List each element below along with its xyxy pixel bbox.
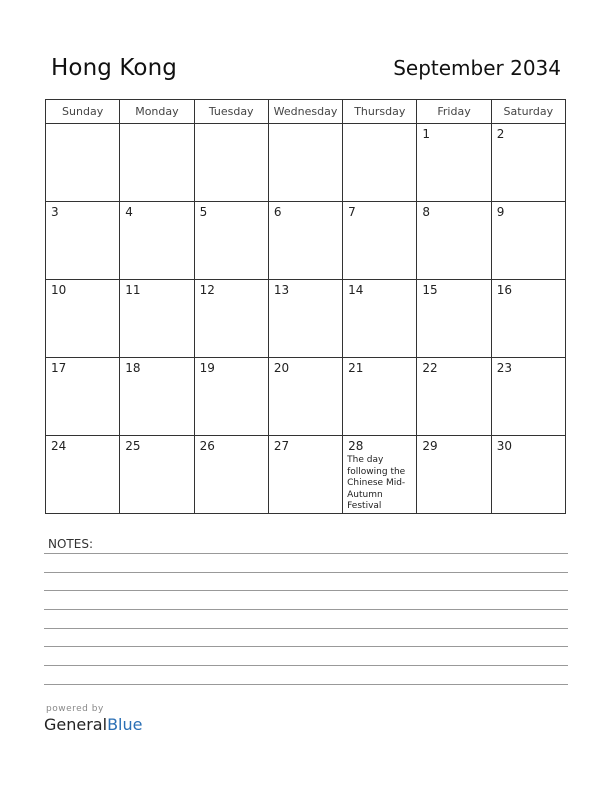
notes-line (44, 646, 568, 647)
day-number: 21 (348, 361, 364, 375)
day-number: 15 (422, 283, 438, 297)
day-cell (46, 202, 120, 280)
day-number: 10 (51, 283, 67, 297)
notes-line (44, 609, 568, 610)
weekday-header-row (46, 100, 566, 124)
day-number: 11 (125, 283, 141, 297)
day-cell (46, 358, 120, 436)
day-number: 3 (51, 205, 59, 219)
day-number: 2 (496, 127, 505, 141)
week-row (46, 124, 566, 202)
day-number: 16 (496, 283, 512, 297)
weekday-header: Monday (120, 100, 194, 124)
day-cell (417, 358, 491, 436)
day-cell (417, 436, 491, 514)
notes-line (44, 553, 568, 554)
day-number: 29 (422, 439, 438, 453)
week-row (46, 202, 566, 280)
day-cell (268, 358, 342, 436)
weekday-header: Wednesday (268, 100, 342, 124)
calendar-grid (45, 99, 566, 514)
day-cell (268, 436, 342, 514)
day-cell (491, 124, 565, 202)
day-number: 25 (125, 439, 141, 453)
day-cell (46, 280, 120, 358)
day-cell (120, 202, 194, 280)
week-row (46, 436, 566, 514)
day-cell (343, 280, 417, 358)
day-number: 14 (348, 283, 364, 297)
day-number: 28 (348, 439, 364, 453)
brand-logo (44, 715, 142, 734)
powered-by-text: powered by (46, 704, 104, 714)
day-cell (491, 358, 565, 436)
day-number: 17 (51, 361, 67, 375)
day-number: 8 (422, 205, 431, 219)
day-cell (343, 358, 417, 436)
day-number: 5 (199, 205, 208, 219)
weekday-header: Tuesday (194, 100, 268, 124)
day-cell (343, 202, 417, 280)
day-number: 24 (51, 439, 67, 453)
notes-line (44, 572, 568, 573)
day-number: 7 (348, 205, 356, 219)
notes-label: NOTES: (48, 537, 93, 551)
day-cell (120, 280, 194, 358)
brand-name-part2: Blue (107, 715, 143, 734)
day-cell (194, 358, 268, 436)
day-cell (120, 436, 194, 514)
week-row (46, 280, 566, 358)
day-cell (194, 124, 268, 202)
day-cell (46, 124, 120, 202)
day-cell (417, 124, 491, 202)
day-number: 20 (273, 361, 290, 375)
day-cell (491, 280, 565, 358)
day-cell (46, 436, 120, 514)
weekday-header: Sunday (46, 100, 120, 124)
day-cell (417, 202, 491, 280)
day-number: 4 (125, 205, 133, 219)
day-cell (120, 124, 194, 202)
day-cell (343, 436, 417, 514)
day-cell (194, 280, 268, 358)
day-number: 13 (273, 283, 290, 297)
calendar-month-title: September 2034 (393, 56, 561, 80)
day-number: 23 (496, 361, 512, 375)
day-number: 30 (496, 439, 512, 453)
notes-line (44, 590, 568, 591)
day-cell (120, 358, 194, 436)
weekday-header: Friday (417, 100, 491, 124)
notes-line (44, 665, 568, 666)
day-number: 9 (496, 205, 505, 219)
day-cell (491, 436, 565, 514)
day-cell (268, 202, 342, 280)
day-number: 26 (199, 439, 215, 453)
day-cell (194, 202, 268, 280)
day-number: 18 (125, 361, 141, 375)
day-cell (268, 124, 342, 202)
weekday-header: Thursday (343, 100, 417, 124)
brand-name-part1: General (44, 715, 108, 734)
day-number: 22 (422, 361, 438, 375)
day-cell (268, 280, 342, 358)
day-cell (491, 202, 565, 280)
notes-line (44, 628, 568, 629)
day-number: 1 (422, 127, 431, 141)
day-number: 12 (199, 283, 215, 297)
day-cell (343, 124, 417, 202)
day-number: 6 (273, 205, 282, 219)
weekday-header: Saturday (491, 100, 565, 124)
day-number: 27 (273, 439, 290, 453)
week-row (46, 358, 566, 436)
day-number: 19 (199, 361, 215, 375)
day-cell (194, 436, 268, 514)
day-cell (417, 280, 491, 358)
calendar-region-title: Hong Kong (51, 55, 177, 81)
notes-line (44, 684, 568, 685)
footer-logo (44, 704, 142, 734)
holiday-event: The day following the Chinese Mid-Autumn Festival (347, 455, 406, 511)
